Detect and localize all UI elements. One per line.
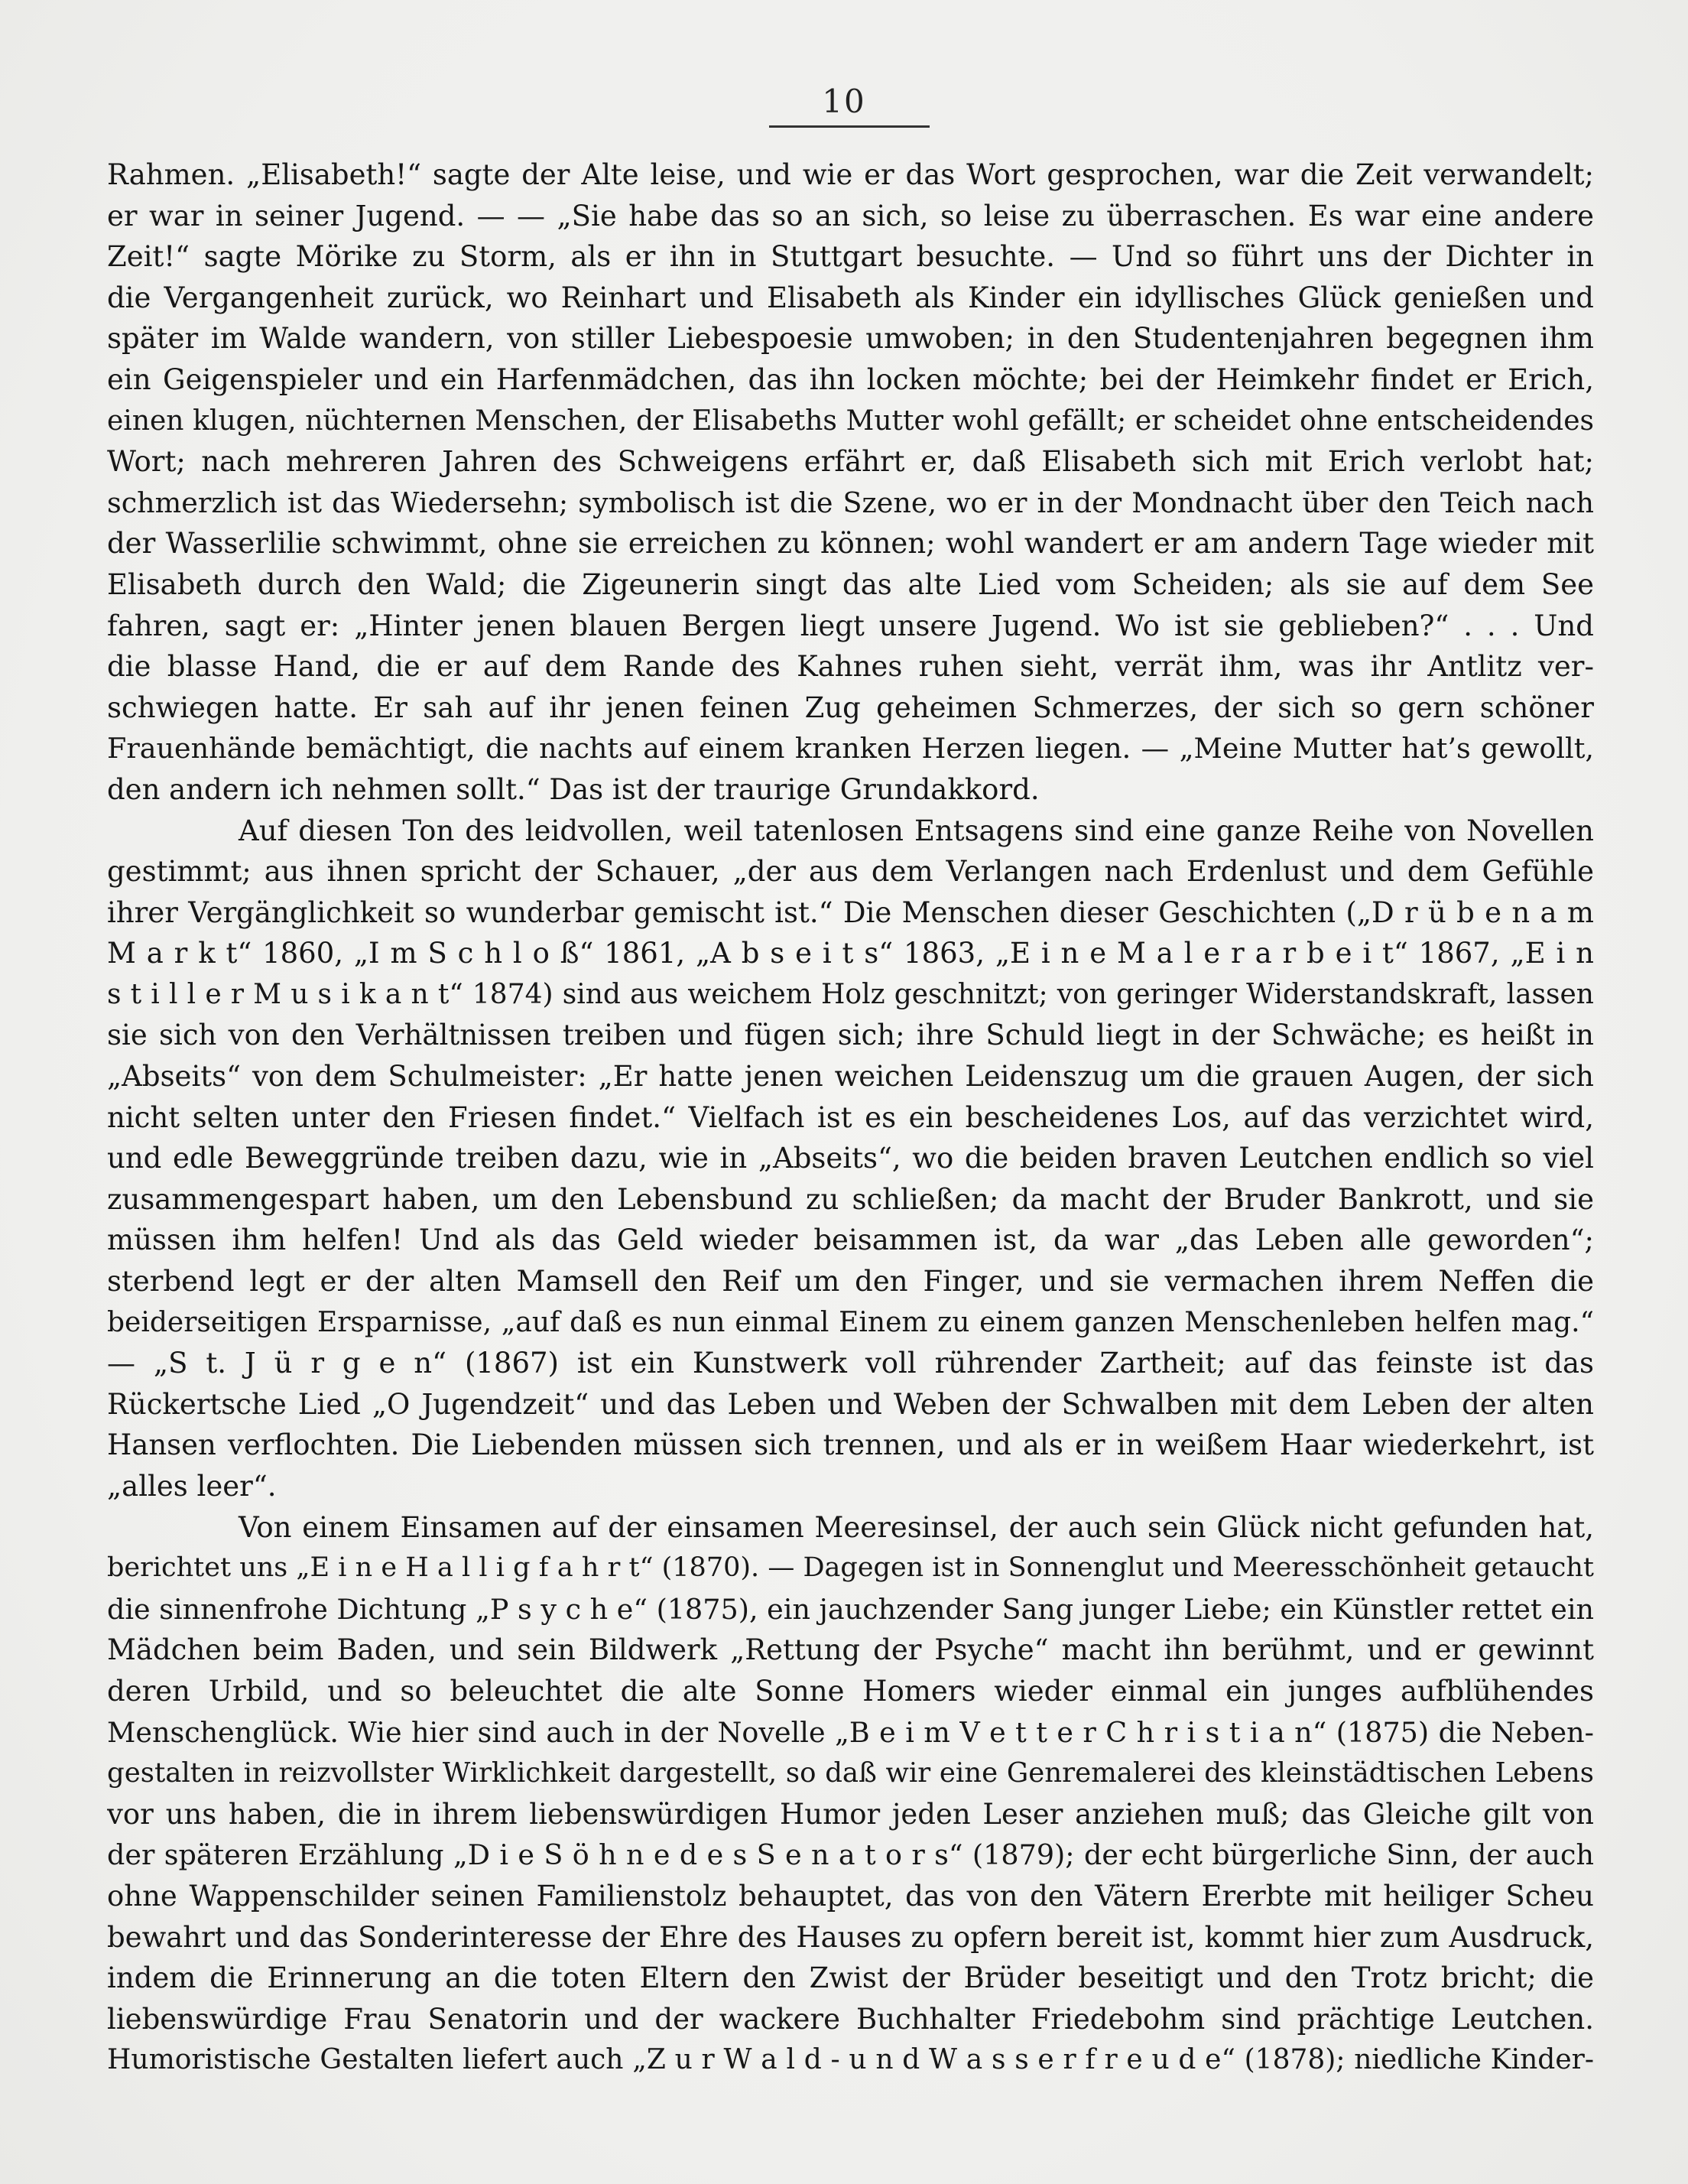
text-line: Elisabeth durch den Wald; die Zigeunerin singt das alte Lied vom Scheiden; als sie auf dem See	[107, 567, 1594, 601]
text-line: Humoristische Gestalten liefert auch „Z u r W a l d - u n d W a s s e r f r e u d e“ (1878); niedliche Kinder-	[107, 2044, 1594, 2076]
text-line: vor uns haben, die in ihrem liebenswürdigen Humor jeden Leser anziehen muß; das Gleiche gilt von	[107, 1797, 1594, 1831]
text-line: sterbend legt er der alten Mamsell den Reif um den Finger, und sie vermachen ihrem Neffen die	[107, 1265, 1594, 1298]
text-line: liebenswürdige Frau Senatorin und der wackere Buchhalter Friedebohm sind prächtige Leutchen.	[107, 2002, 1594, 2036]
text-line: Rahmen. „Elisabeth!“ sagte der Alte leise, und wie er das Wort gesprochen, war die Zeit verwandelt;	[107, 158, 1594, 191]
body-text	[107, 154, 1594, 2081]
text-line: der späteren Erzählung „D i e S ö h n e d e s S e n a t o r s“ (1879); der echt bürgerliche Sinn, der auch	[107, 1838, 1594, 1872]
text-line: deren Urbild, und so beleuchtet die alte Sonne Homers wieder einmal ein junges aufblühendes	[107, 1674, 1594, 1708]
text-line: Hansen verflochten. Die Liebenden müssen sich trennen, und als er in weißem Haar wiederkehrt, ist	[107, 1428, 1594, 1462]
text-line: gestimmt; aus ihnen spricht der Schauer, „der aus dem Verlangen nach Erdenlust und dem Gefühle	[107, 855, 1594, 889]
text-line: Wort; nach mehreren Jahren des Schweigens erfährt er, daß Elisabeth sich mit Erich verlobt hat;	[107, 445, 1594, 479]
header-rule	[769, 125, 930, 128]
text-line: berichtet uns „E i n e H a l l i g f a h r t“ (1870). — Dagegen ist in Sonnenglut und Meeresschönheit getaucht	[107, 1552, 1594, 1584]
text-line: die blasse Hand, die er auf dem Rande des Kahnes ruhen sieht, verrät ihm, was ihr Antlitz ver-	[107, 650, 1594, 684]
text-line: sie sich von den Verhältnissen treiben und fügen sich; ihre Schuld liegt in der Schwäche; es heißt in	[107, 1019, 1594, 1052]
text-line: die sinnenfrohe Dichtung „P s y c h e“ (1875), ein jauchzender Sang junger Liebe; ein Künstler rettet ein	[107, 1592, 1594, 1626]
text-line: ohne Wappenschilder seinen Familienstolz behauptet, das von den Vätern Ererbte mit heiliger Scheu	[107, 1879, 1594, 1913]
text-line: „Abseits“ von dem Schulmeister: „Er hatte jenen weichen Leidenszug um die grauen Augen, der sich	[107, 1060, 1594, 1094]
text-line: — „S t. J ü r g e n“ (1867) ist ein Kunstwerk voll rührender Zartheit; auf das feinste ist das	[107, 1347, 1594, 1380]
text-line: Von einem Einsamen auf der einsamen Meeresinsel, der auch sein Glück nicht gefunden hat,	[239, 1510, 1594, 1544]
text-line: die Vergangenheit zurück, wo Reinhart und Elisabeth als Kinder ein idyllisches Glück genießen und	[107, 281, 1594, 314]
text-line: beiderseitigen Ersparnisse, „auf daß es nun einmal Einem zu einem ganzen Menschenleben helfen mag.“	[107, 1306, 1594, 1338]
text-line: indem die Erinnerung an die toten Eltern den Zwist der Brüder beseitigt und den Trotz bricht; die	[107, 1961, 1594, 1995]
text-line: schwiegen hatte. Er sah auf ihr jenen feinen Zug geheimen Schmerzes, der sich so gern schöner	[107, 691, 1594, 724]
text-line: Mädchen beim Baden, und sein Bildwerk „Rettung der Psyche“ macht ihn berühmt, und er gewinnt	[107, 1633, 1594, 1667]
text-line: bewahrt und das Sonderinteresse der Ehre des Hauses zu opfern bereit ist, kommt hier zum Ausdruck,	[107, 1920, 1594, 1954]
text-line: Frauenhände bemächtigt, die nachts auf einem kranken Herzen liegen. — „Meine Mutter hat’s gewollt,	[107, 732, 1594, 765]
text-line: er war in seiner Jugend. — — „Sie habe das so an sich, so leise zu überraschen. Es war eine andere	[107, 199, 1594, 232]
text-line: fahren, sagt er: „Hinter jenen blauen Bergen liegt unsere Jugend. Wo ist sie geblieben?“ . . . Und	[107, 609, 1594, 642]
text-line: Zeit!“ sagte Mörike zu Storm, als er ihn in Stuttgart besuchte. — Und so führt uns der Dichter in	[107, 240, 1594, 274]
text-line: zusammengespart haben, um den Lebensbund zu schließen; da macht der Bruder Bankrott, und sie	[107, 1182, 1594, 1216]
text-line: M a r k t“ 1860, „I m S c h l o ß“ 1861, „A b s e i t s“ 1863, „E i n e M a l e r a r b e i t“ 1867, „E i n	[107, 937, 1594, 970]
text-line: „alles leer“.	[107, 1470, 277, 1503]
text-line: den andern ich nehmen sollt.“ Das ist der traurige Grundakkord.	[107, 772, 1040, 806]
text-line: ein Geigenspieler und ein Harfenmädchen, das ihn locken möchte; bei der Heimkehr findet er Erich,	[107, 362, 1594, 396]
text-line: der Wasserlilie schwimmt, ohne sie erreichen zu können; wohl wandert er am andern Tage wieder mit	[107, 527, 1594, 561]
text-line: gestalten in reizvollster Wirklichkeit dargestellt, so daß wir eine Genremalerei des kleinstädtischen Lebens	[107, 1757, 1594, 1789]
text-line: Rückertsche Lied „O Jugendzeit“ und das Leben und Weben der Schwalben mit dem Leben der alten	[107, 1387, 1594, 1421]
page-number: 10	[822, 83, 866, 120]
text-line: nicht selten unter den Friesen findet.“ Vielfach ist es ein bescheidenes Los, auf das verzichtet wird,	[107, 1100, 1594, 1134]
text-line: später im Walde wandern, von stiller Liebespoesie umwoben; in den Studentenjahren begegnen ihm	[107, 322, 1594, 356]
text-line: Menschenglück. Wie hier sind auch in der Novelle „B e i m V e t t e r C h r i s t i a n“ (1875) die Neben-	[107, 1715, 1594, 1749]
text-line: schmerzlich ist das Wiedersehn; symbolisch ist die Szene, wo er in der Mondnacht über den Teich nach	[107, 486, 1594, 519]
text-line: einen klugen, nüchternen Menschen, der Elisabeths Mutter wohl gefällt; er scheidet ohne entscheidendes	[107, 405, 1594, 437]
text-line: Auf diesen Ton des leidvollen, weil tatenlosen Entsagens sind eine ganze Reihe von Novellen	[239, 814, 1594, 847]
text-line: müssen ihm helfen! Und als das Geld wieder beisammen ist, da war „das Leben alle geworden“;	[107, 1224, 1594, 1257]
text-line: und edle Beweggründe treiben dazu, wie in „Abseits“, wo die beiden braven Leutchen endlich so viel	[107, 1142, 1594, 1175]
text-line: ihrer Vergänglichkeit so wunderbar gemischt ist.“ Die Menschen dieser Geschichten („D r ü b e n a m	[107, 895, 1594, 929]
text-line: s t i l l e r M u s i k a n t“ 1874) sind aus weichem Holz geschnitzt; von geringer Widerstandskraft, lassen	[107, 978, 1594, 1010]
